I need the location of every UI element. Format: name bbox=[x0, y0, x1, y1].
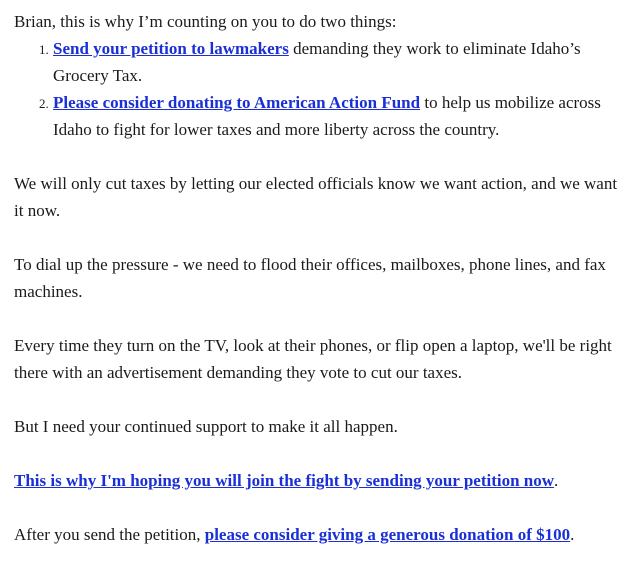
action-list bbox=[14, 35, 627, 143]
send-petition-now-link[interactable]: This is why I'm hoping you will join the fight by sending your petition now bbox=[14, 471, 555, 490]
cta-paragraph bbox=[14, 467, 627, 494]
cta-suffix: . bbox=[554, 471, 559, 490]
action-item-text: demanding they work to eliminate Idaho’s Grocery Tax. bbox=[53, 39, 581, 85]
final-paragraph bbox=[14, 521, 627, 548]
action-item-petition bbox=[39, 35, 627, 89]
paragraph: But I need your continued support to make it all happen. bbox=[14, 417, 398, 436]
final-suffix: . bbox=[570, 525, 575, 544]
action-item-text: to help us mobilize across Idaho to fight for lower taxes and more liberty across the country. bbox=[53, 93, 601, 139]
paragraph: Every time they turn on the TV, look at their phones, or flip open a laptop, we'll be right there with an advertisement demanding they vote to cut our taxes. bbox=[14, 336, 612, 382]
donate-link[interactable]: Please consider donating to American Action Fund bbox=[53, 93, 421, 112]
send-petition-link[interactable]: Send your petition to lawmakers bbox=[53, 39, 289, 58]
donation-100-link[interactable]: please consider giving a generous donation of $100 bbox=[204, 525, 571, 544]
paragraph: To dial up the pressure - we need to flood their offices, mailboxes, phone lines, and fax machines. bbox=[14, 255, 606, 301]
final-prefix: After you send the petition, bbox=[14, 525, 205, 544]
intro-text: Brian, this is why I’m counting on you to do two things: bbox=[14, 12, 397, 31]
list-number: 1. bbox=[39, 42, 49, 57]
paragraph: We will only cut taxes by letting our elected officials know we want action, and we want it now. bbox=[14, 174, 618, 220]
action-item-donate bbox=[39, 89, 627, 143]
list-number: 2. bbox=[39, 96, 49, 111]
